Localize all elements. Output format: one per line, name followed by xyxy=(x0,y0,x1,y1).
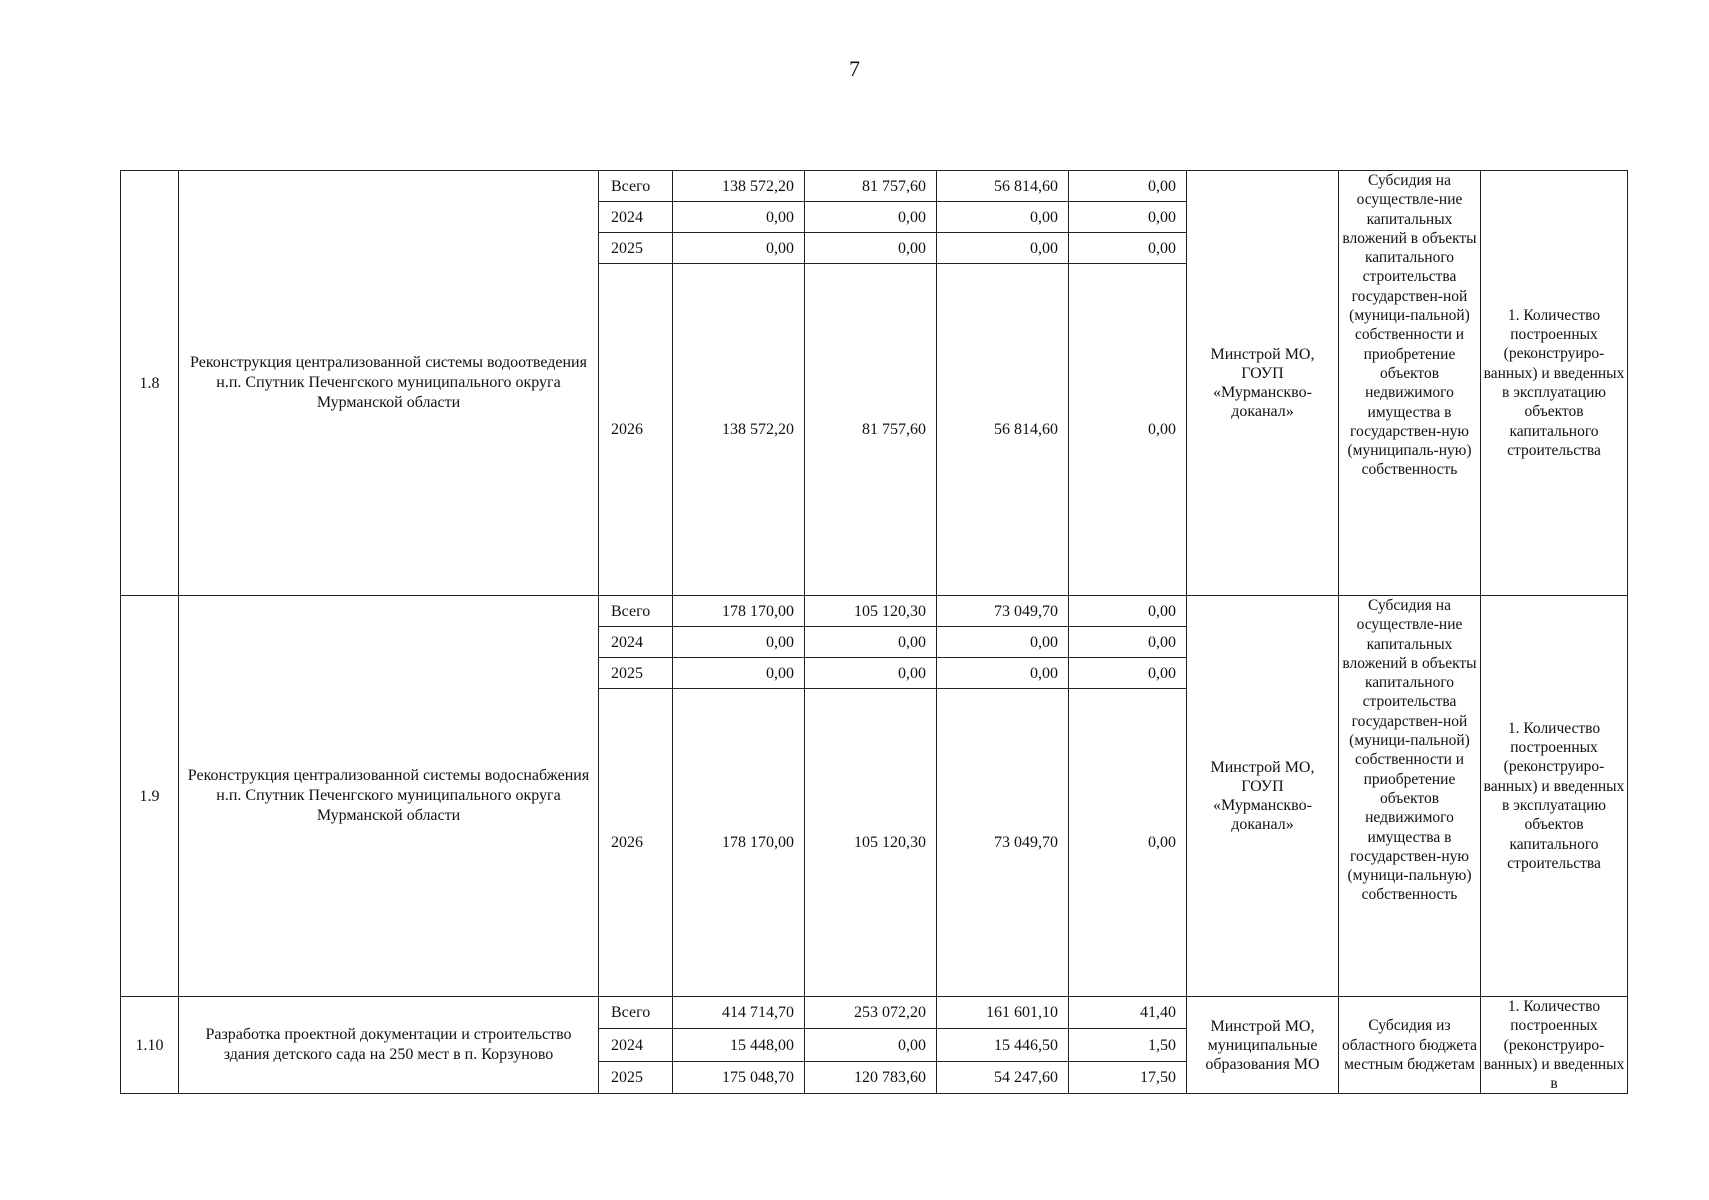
value-cell: 0,00 xyxy=(805,658,937,689)
indicator-cell: 1. Количество построенных (реконструиро-ванных) и введенных в xyxy=(1481,997,1628,1094)
value-cell: 81 757,60 xyxy=(805,264,937,596)
table-row xyxy=(121,997,1628,1029)
year-cell: 2024 xyxy=(599,1029,673,1061)
value-cell: 0,00 xyxy=(805,202,937,233)
value-cell: 81 757,60 xyxy=(805,171,937,202)
indicator-cell: 1. Количество построенных (реконструиро-ванных) и введенных в эксплуатацию объектов капитального строительства xyxy=(1481,171,1628,596)
value-cell: 253 072,20 xyxy=(805,997,937,1029)
year-cell: 2025 xyxy=(599,233,673,264)
value-cell: 0,00 xyxy=(805,233,937,264)
total-value: 178 170,00 xyxy=(673,596,805,627)
total-value: 0,00 xyxy=(673,233,805,264)
value-cell: 0,00 xyxy=(805,1029,937,1061)
year-cell: Всего xyxy=(599,997,673,1029)
executor-cell: Минстрой МО, ГОУП «Мурманскво-доканал» xyxy=(1187,171,1339,596)
total-value: 0,00 xyxy=(673,202,805,233)
total-value: 178 170,00 xyxy=(673,689,805,997)
measure-name: Реконструкция централизованной системы водоснабжения н.п. Спутник Печенгского муниципального округа Мурманской области xyxy=(179,596,599,997)
table-row xyxy=(121,171,1628,202)
year-cell: 2025 xyxy=(599,1061,673,1094)
value-cell: 56 814,60 xyxy=(937,264,1069,596)
total-value: 138 572,20 xyxy=(673,171,805,202)
total-value: 0,00 xyxy=(673,658,805,689)
value-cell: 0,00 xyxy=(1069,627,1187,658)
value-cell: 161 601,10 xyxy=(937,997,1069,1029)
year-cell: 2024 xyxy=(599,202,673,233)
year-cell: Всего xyxy=(599,171,673,202)
page-number: 7 xyxy=(849,56,860,81)
value-cell: 0,00 xyxy=(937,202,1069,233)
row-number: 1.8 xyxy=(121,171,179,596)
value-cell: 0,00 xyxy=(1069,658,1187,689)
value-cell: 0,00 xyxy=(1069,233,1187,264)
value-cell: 0,00 xyxy=(1069,202,1187,233)
program-table xyxy=(120,170,1628,1094)
year-cell: 2026 xyxy=(599,689,673,997)
value-cell: 0,00 xyxy=(937,233,1069,264)
measure-name: Реконструкция централизованной системы водоотведения н.п. Спутник Печенгского муниципального округа Мурманской области xyxy=(179,171,599,596)
note-cell: Субсидия из областного бюджета местным бюджетам xyxy=(1339,997,1481,1094)
value-cell: 54 247,60 xyxy=(937,1061,1069,1094)
total-value: 15 448,00 xyxy=(673,1029,805,1061)
value-cell: 17,50 xyxy=(1069,1061,1187,1094)
value-cell: 41,40 xyxy=(1069,997,1187,1029)
indicator-cell: 1. Количество построенных (реконструиро-ванных) и введенных в эксплуатацию объектов капитального строительства xyxy=(1481,596,1628,997)
year-cell: 2026 xyxy=(599,264,673,596)
total-value: 414 714,70 xyxy=(673,997,805,1029)
year-cell: Всего xyxy=(599,596,673,627)
row-number: 1.9 xyxy=(121,596,179,997)
executor-cell: Минстрой МО, муниципальные образования МО xyxy=(1187,997,1339,1094)
value-cell: 120 783,60 xyxy=(805,1061,937,1094)
value-cell: 105 120,30 xyxy=(805,596,937,627)
value-cell: 1,50 xyxy=(1069,1029,1187,1061)
table-row xyxy=(121,596,1628,627)
value-cell: 0,00 xyxy=(1069,264,1187,596)
measure-name: Разработка проектной документации и строительство здания детского сада на 250 мест в п. Корзуново xyxy=(179,997,599,1094)
value-cell: 0,00 xyxy=(1069,689,1187,997)
value-cell: 56 814,60 xyxy=(937,171,1069,202)
value-cell: 0,00 xyxy=(805,627,937,658)
value-cell: 73 049,70 xyxy=(937,596,1069,627)
value-cell: 0,00 xyxy=(1069,171,1187,202)
note-cell: Субсидия на осуществле-ние капитальных вложений в объекты капитального строительства государствен-ной (муници-пальной) собственности и приобретение объектов недвижимого имущества в государствен-ную (муници-пальную) собственность xyxy=(1339,596,1481,997)
year-cell: 2024 xyxy=(599,627,673,658)
executor-cell: Минстрой МО, ГОУП «Мурманскво-доканал» xyxy=(1187,596,1339,997)
value-cell: 73 049,70 xyxy=(937,689,1069,997)
value-cell: 0,00 xyxy=(937,658,1069,689)
value-cell: 15 446,50 xyxy=(937,1029,1069,1061)
row-number: 1.10 xyxy=(121,997,179,1094)
note-cell: Субсидия на осуществле-ние капитальных вложений в объекты капитального строительства государствен-ной (муници-пальной) собственности и приобретение объектов недвижимого имущества в государствен-ную (муниципаль-ную) собственность xyxy=(1339,171,1481,596)
total-value: 0,00 xyxy=(673,627,805,658)
value-cell: 105 120,30 xyxy=(805,689,937,997)
total-value: 138 572,20 xyxy=(673,264,805,596)
value-cell: 0,00 xyxy=(937,627,1069,658)
value-cell: 0,00 xyxy=(1069,596,1187,627)
year-cell: 2025 xyxy=(599,658,673,689)
total-value: 175 048,70 xyxy=(673,1061,805,1094)
